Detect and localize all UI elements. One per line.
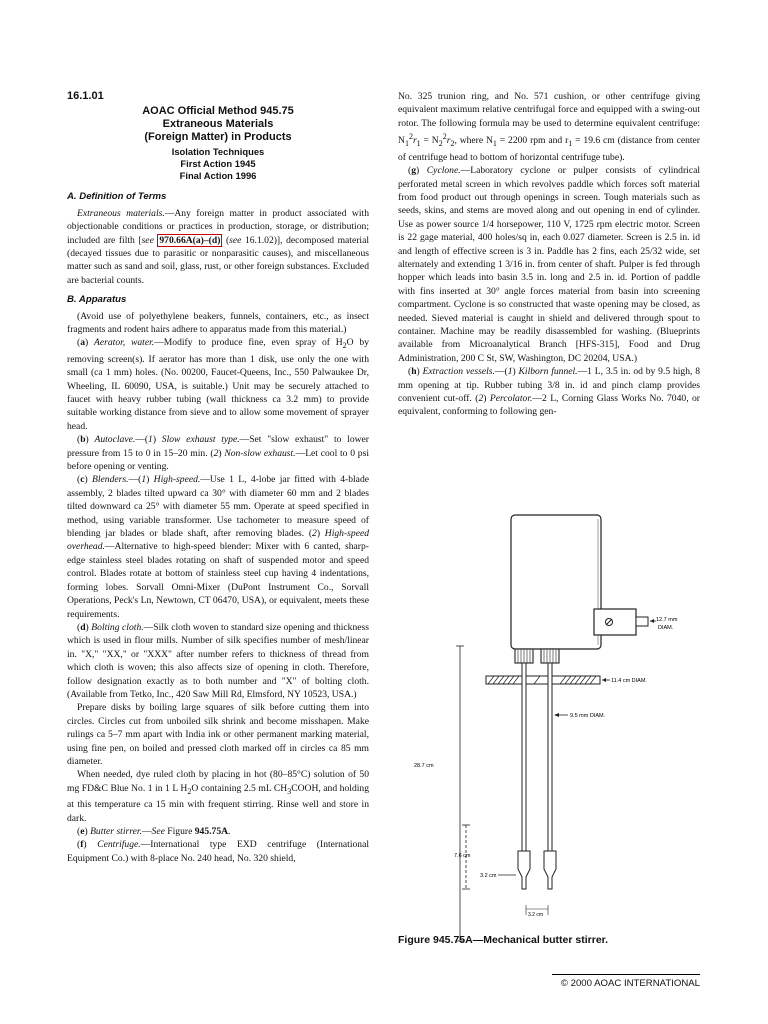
reference-link[interactable]: 970.66A(a)–(d)	[159, 234, 221, 246]
bolting-cloth-dye: When needed, dye ruled cloth by placing in hot (80–85°C) solution of 50 mg FD&C Blue No. 1 in 1 L $H_2O$ containing 2.5 mL $CH_3COOH$, and holding at this temperature ca 15 min with frequent stirring. Rinse well and store in dark.	[67, 769, 369, 824]
method-subject: Extraneous Materials	[162, 118, 274, 131]
right-column	[398, 90, 700, 419]
centrifuge-continued: No. 325 trunion ring, and No. 571 cushion, or other centrifuge giving equivalent maximum relative centrifugal force and equipped with a swing-out rotor. The following formula may be used to determine equivalent centrifuge: $N_1^2r_1 = N_2^2r_2$, where $N_1 = 2200$ rpm and $r_1 = 19.6$ cm (distance from center of centrifuge head to bottom of horizontal centrifuge tube).	[398, 91, 701, 163]
height-label: 28.7 cm	[414, 763, 434, 769]
item-autoclave: (b) Autoclave.—(1) Slow exhaust type.—Set "slow exhaust" to lower pressure from 15 to 0 in 15–20 min. (2) Non-slow exhaust.—Let cool to 0 psi before opening or venting.	[67, 434, 370, 473]
item-centrifuge: (f) Centrifuge.—International type EXD centrifuge (International Equipment Co.) with 8-place No. 240 head, No. 320 shield,	[67, 839, 370, 864]
first-action: First Action 1945	[180, 158, 256, 170]
item-blenders: (c) Blenders.—(1) High-speed.—Use 1 L, 4-lobe jar fitted with 4-blade assembly, 2 blades tilted upward ca 30° with diameter 60 mm and 2 blades tilted downward ca 25° with diameter 55 mm. Operate at speed specified in method, using variable transformer. Use tachometer to measure speed of blending jar blades or blade shaft, after removing blades. (2) High-speed overhead.—Alternative to high-speed blender: Mixer with 6 canted, sharp-edge stainless steel blades rotating on shaft of suspended motor and speed control. Blades rotate at bottom of stainless steel cup having 4 indentations, forming lobes. Sorvall Omni-Mixer (DuPont Instrument Co., Sorvall Operations, Peck's Ln, Newtown, CT 06470, USA), or equivalent, meets these requirements.	[67, 474, 370, 620]
disk-diameter-label: 11.4 cm DIAM.	[611, 678, 647, 684]
motor-housing	[511, 515, 601, 649]
final-action: Final Action 1996	[179, 170, 257, 182]
item-aerator: (a) Aerator, water.—Modify to produce fine, even spray of $H_2O$ by removing screen(s). If aerator has more than 1 disk, use only the one with small (ca 1 mm) holes. (No. 00200, Faucet-Queens, Inc., 550 Palwaukee Dr, Wheeling, IL 60090, USA, is suitable.) Unit may be securely attached to faucet with heavy rubber tubing (wall thickness ca 3.2 mm) to provide suitable working distance from sieve and to allow some movement of sprayer head.	[67, 337, 369, 432]
blade-right	[544, 851, 556, 889]
footer-divider	[552, 974, 700, 975]
blade-left	[518, 851, 530, 889]
method-technique: Isolation Techniques	[171, 146, 265, 158]
tip-width-label: 3.2 cm	[528, 912, 544, 918]
item-bolting-cloth: (d) Bolting cloth.—Silk cloth woven to standard size opening and thickness which is used in flour mills. Number of silk specifies number of mesh/linear in. "X," "XX," or "XXX" after number refers to thickness of thread from which cloth is woven; this also affects size of opening in cloth. Therefore, follow designation exactly as to both number and "X" of bolting cloth. (Available from Tetko, Inc., 420 Saw Mill Rd, Elmsford, NY 10523, USA.)	[67, 621, 370, 700]
figure-caption: Figure 945.75A—Mechanical butter stirrer.	[398, 934, 609, 946]
item-cyclone: (g) Cyclone.—Laboratory cyclone or pulper consists of cylindrical perforated metal screen in which revolves paddle which forces soft material from food product out through openings in screen. Tough materials such as seeds, skins, and stems are moved along and out opening in end of cylinder. Use as power source 1/4 horsepower, 110 V, 1725 rpm electric motor. Screen is 22 gage material, 400 holes/sq in, each 0.027 diameter. Screen is 2.5 in. id and length of effective screen is 3 in. Paddle has 2 fins, each 25/32 wide, set alternately and extending 1 3/16 in. from center of shaft. Pulper is fed through hopper which leads into basin 3.5 in. long and 2.5 in. id. Portion of paddle with fins inserted at 30° angle forces material from basin into screening compartment. Cyclone is so constructed that waste opening may be closed, as needed. Sieved material is caught in shield and delivered through spout to container. Machine may be readily disassembled for washing. (Blueprints available from Microanalytical Branch [HFS-315], Food and Drug Administration, 200 C St, SW, Washington, DC 20204, USA.)	[398, 165, 701, 364]
item-butter-stirrer: (e) Butter stirrer.—See Figure 945.75A.	[77, 825, 231, 837]
method-subject-2: (Foreign Matter) in Products	[144, 131, 292, 144]
bolting-cloth-prep: Prepare disks by boiling large squares of silk before cutting them into circles. Circles cut from unboiled silk shrink and become misshapen. Make rulings ca 5–7 mm apart with India ink or other permanent marking material, using fine pen, on boiled and pressed cloth marked off in circles ca 85 mm diameter.	[67, 702, 369, 767]
section-a-heading: A. Definition of Terms	[67, 191, 167, 203]
rod-diameter-label: 9.5 mm DIAM.	[570, 713, 606, 719]
section-number: 16.1.01	[67, 90, 104, 102]
item-extraction-vessels: (h) Extraction vessels.—(1) Kilborn funnel.—1 L, 3.5 in. od by 9.5 high, 8 mm opening at tip. Rubber tubing 3/8 in. id and pinch clamp provides convenient cut-off. (2) Percolator.—2 L, Corning Glass Works No. 7040, or equivalent, conforming to following gen-	[398, 366, 701, 418]
shaft-diameter-label: 12.7 mm	[656, 617, 678, 623]
butter-stirrer-figure	[398, 505, 700, 945]
apparatus-intro: (Avoid use of polyethylene beakers, funnels, containers, etc., as insect fragments and rodent hairs adhere to apparatus made from this material.)	[67, 310, 369, 336]
blade-width-label: 3.2 cm	[480, 873, 497, 879]
stirrer-rod-left	[522, 663, 526, 851]
blade-height-label: 7.6 cm	[454, 853, 471, 859]
method-title: AOAC Official Method 945.75	[142, 105, 294, 118]
speed-control-box	[594, 609, 636, 635]
left-column	[67, 90, 369, 865]
definition-paragraph: Extraneous materials.—Any foreign matter in product associated with objectionable conditions or practices in production, storage, or distribution; included are filth [see 970.66A(a)–(d) (see 16.1.02)], decomposed material (decayed tissues due to parasitic or nonparasitic causes), and miscellaneous matter such as sand and soil, glass, rust, or other foreign substances. Excluded are bacterial counts.	[67, 207, 369, 286]
copyright-footer: © 2000 AOAC INTERNATIONAL	[560, 978, 700, 989]
stirrer-rod-right	[548, 663, 552, 851]
section-b-heading: B. Apparatus	[67, 294, 127, 306]
shaft-diameter-label-2: DIAM.	[658, 625, 674, 631]
